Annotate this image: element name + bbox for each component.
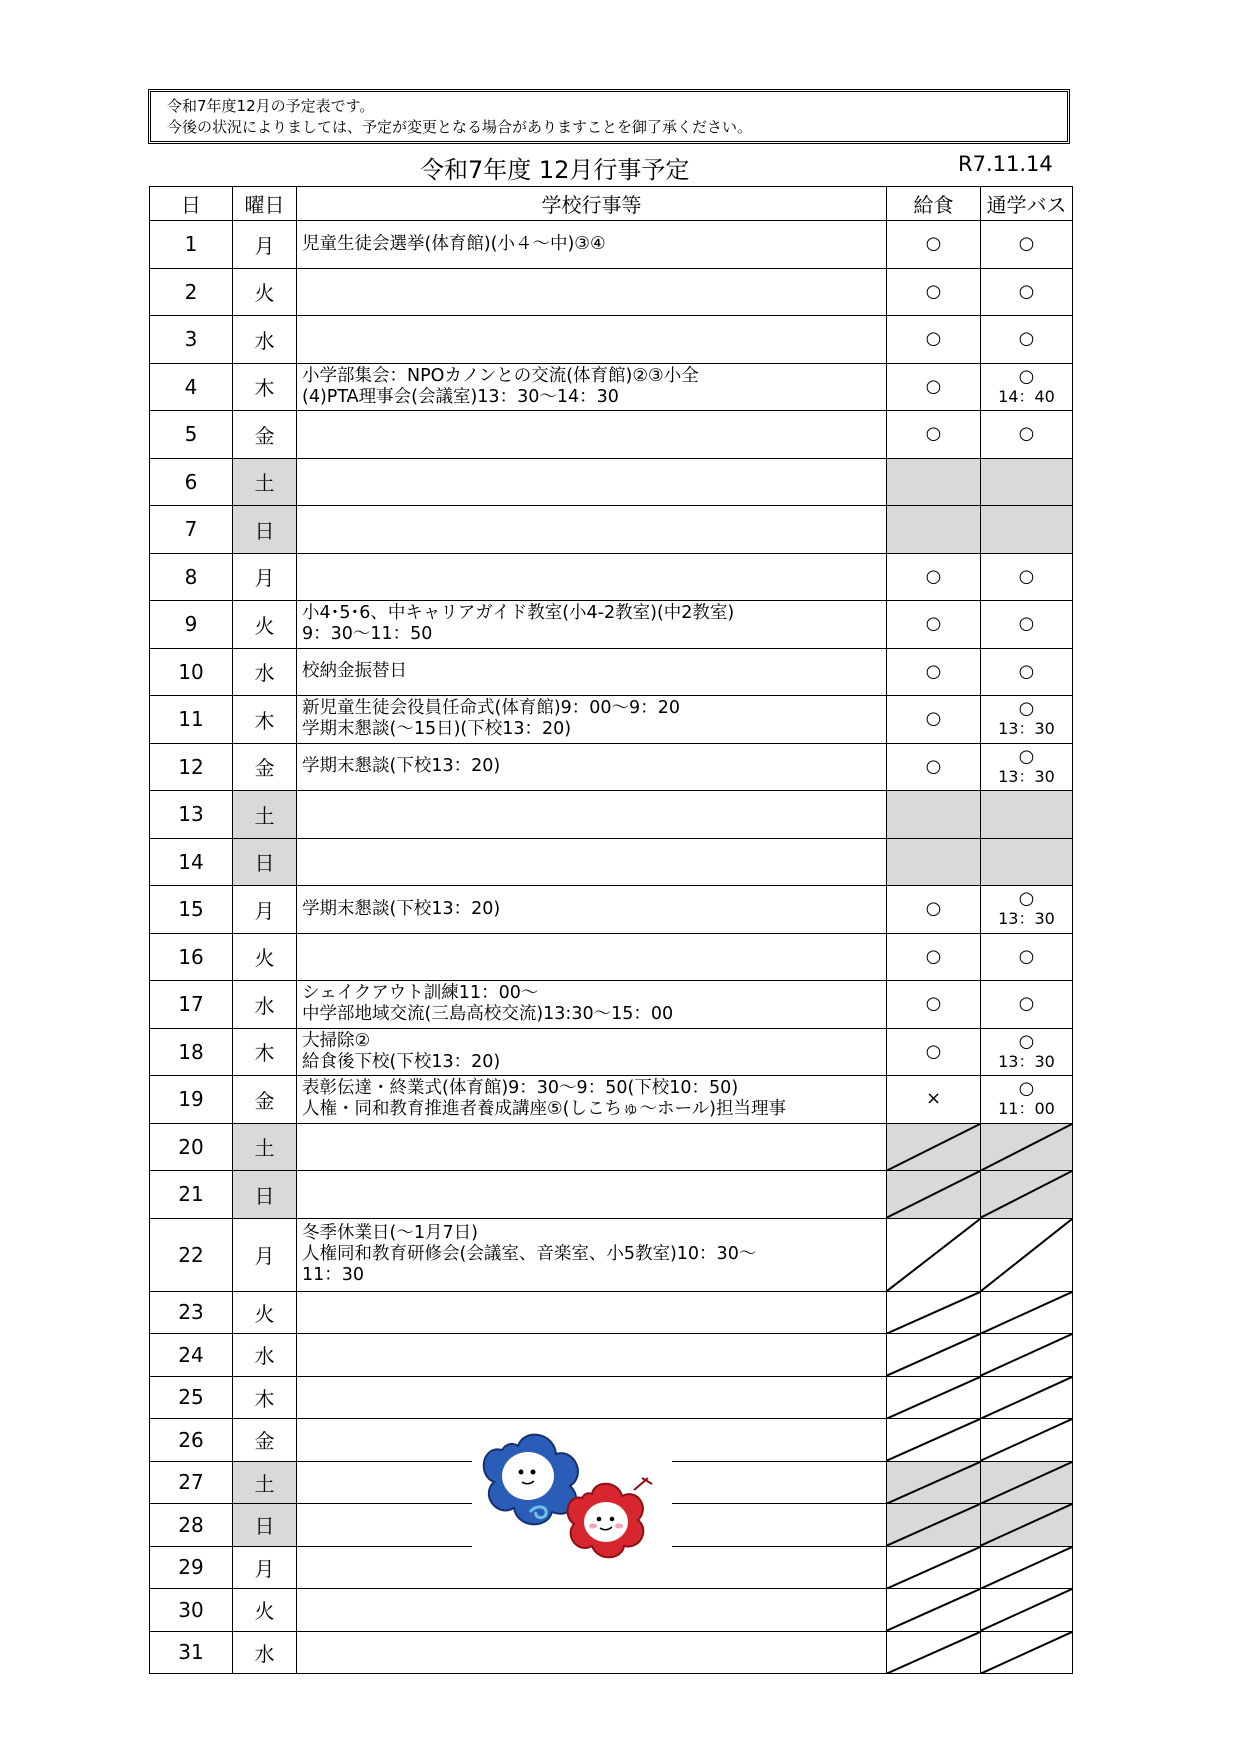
- day-number: 20: [150, 1123, 233, 1171]
- events-cell: [297, 1631, 887, 1674]
- strike-slash-icon: [981, 1124, 1072, 1171]
- weekday-cell: 木: [233, 1376, 297, 1419]
- strike-slash-icon: [981, 1547, 1072, 1589]
- weekday-cell: 土: [233, 1461, 297, 1504]
- table-row: [150, 601, 1073, 649]
- lunch-cell: [887, 1076, 981, 1124]
- weekday-cell: 火: [233, 1589, 297, 1632]
- strike-slash-icon: [887, 1462, 980, 1504]
- lunch-mark: ○: [925, 375, 942, 397]
- bus-time: 13：30: [998, 1051, 1055, 1071]
- events-cell: [297, 791, 887, 839]
- day-number: 15: [150, 886, 233, 934]
- day-number: 18: [150, 1028, 233, 1076]
- events-cell: [297, 1123, 887, 1171]
- bus-cell: [981, 1218, 1073, 1291]
- event-line: 学期末懇談(下校13：20): [302, 756, 501, 777]
- bus-mark: ○: [1018, 698, 1035, 720]
- bus-cell: [981, 458, 1073, 506]
- weekday-cell: 土: [233, 1123, 297, 1171]
- lunch-cell: [887, 933, 981, 981]
- header-lunch: 給食: [887, 187, 981, 221]
- table-row: [150, 1123, 1073, 1171]
- header-events: 学校行事等: [297, 187, 887, 221]
- strike-slash-icon: [981, 1377, 1072, 1419]
- events-cell: [297, 696, 887, 744]
- lunch-mark: ○: [925, 233, 942, 255]
- weekday-cell: 金: [233, 1076, 297, 1124]
- day-number: 4: [150, 363, 233, 411]
- lunch-cell: [887, 886, 981, 934]
- weekday-cell: 水: [233, 1631, 297, 1674]
- bus-mark: ○: [1018, 660, 1035, 682]
- events-cell: [297, 601, 887, 649]
- bus-cell: [981, 316, 1073, 364]
- lunch-cell: [887, 506, 981, 554]
- day-number: 5: [150, 411, 233, 459]
- lunch-cell: [887, 648, 981, 696]
- strike-slash-icon: [887, 1219, 980, 1291]
- weekday-cell: 水: [233, 981, 297, 1029]
- strike-slash-icon: [981, 1419, 1072, 1461]
- table-row: [150, 1171, 1073, 1219]
- lunch-cell: [887, 696, 981, 744]
- bus-mark: ○: [1018, 280, 1035, 302]
- notice-line-1: 令和7年度12月の予定表です。: [167, 97, 375, 115]
- bus-mark: ○: [1018, 888, 1035, 910]
- lunch-cell: [887, 743, 981, 791]
- weekday-cell: 日: [233, 506, 297, 554]
- day-number: 14: [150, 838, 233, 886]
- lunch-cell: [887, 1028, 981, 1076]
- weekday-cell: 木: [233, 1028, 297, 1076]
- bus-cell: [981, 1123, 1073, 1171]
- lunch-mark: ○: [925, 993, 942, 1015]
- weekday-cell: 土: [233, 791, 297, 839]
- bus-time: 13：30: [998, 766, 1055, 786]
- table-row: [150, 221, 1073, 269]
- table-row: [150, 1589, 1073, 1632]
- bus-cell: [981, 743, 1073, 791]
- weekday-cell: 日: [233, 1171, 297, 1219]
- table-row: [150, 363, 1073, 411]
- lunch-cell: [887, 791, 981, 839]
- weekday-cell: 火: [233, 933, 297, 981]
- bus-cell: [981, 791, 1073, 839]
- lunch-cell: [887, 1419, 981, 1462]
- weekday-cell: 木: [233, 363, 297, 411]
- table-row: [150, 791, 1073, 839]
- strike-slash-icon: [981, 1219, 1072, 1291]
- bus-cell: [981, 1076, 1073, 1124]
- table-row: [150, 1631, 1073, 1674]
- day-number: 30: [150, 1589, 233, 1632]
- strike-slash-icon: [981, 1171, 1072, 1218]
- weekday-cell: 金: [233, 411, 297, 459]
- bus-mark: ○: [1018, 565, 1035, 587]
- lunch-cell: [887, 1334, 981, 1377]
- lunch-cell: [887, 1291, 981, 1334]
- bus-cell: [981, 1334, 1073, 1377]
- day-number: 27: [150, 1461, 233, 1504]
- lunch-cell: [887, 553, 981, 601]
- lunch-cell: [887, 981, 981, 1029]
- bus-mark: ○: [1018, 993, 1035, 1015]
- day-number: 12: [150, 743, 233, 791]
- strike-slash-icon: [887, 1632, 980, 1674]
- day-number: 2: [150, 268, 233, 316]
- day-number: 9: [150, 601, 233, 649]
- lunch-mark: ○: [925, 1040, 942, 1062]
- event-line: 校納金振替日: [302, 661, 407, 682]
- weekday-cell: 火: [233, 601, 297, 649]
- bus-cell: [981, 696, 1073, 744]
- events-cell: [297, 933, 887, 981]
- strike-slash-icon: [981, 1292, 1072, 1334]
- events-cell: [297, 316, 887, 364]
- day-number: 8: [150, 553, 233, 601]
- events-cell: [297, 743, 887, 791]
- weekday-cell: 月: [233, 221, 297, 269]
- event-line: (4)PTA理事会(会議室)13：30～14：30: [302, 386, 619, 407]
- events-cell: [297, 1334, 887, 1377]
- strike-slash-icon: [887, 1334, 980, 1376]
- bus-cell: [981, 1028, 1073, 1076]
- bus-cell: [981, 506, 1073, 554]
- weekday-cell: 日: [233, 838, 297, 886]
- bus-cell: [981, 1631, 1073, 1674]
- day-number: 11: [150, 696, 233, 744]
- table-row: [150, 1218, 1073, 1291]
- lunch-mark: ○: [925, 280, 942, 302]
- issue-date: R7.11.14: [958, 152, 1053, 176]
- header-weekday: 曜日: [233, 187, 297, 221]
- bus-mark: ○: [1018, 945, 1035, 967]
- page-title: 令和7年度 12月行事予定: [420, 156, 690, 184]
- bus-mark: ○: [1018, 365, 1035, 387]
- lunch-mark: ○: [925, 565, 942, 587]
- strike-slash-icon: [981, 1589, 1072, 1631]
- bus-cell: [981, 838, 1073, 886]
- table-row: [150, 696, 1073, 744]
- lunch-mark: ○: [925, 660, 942, 682]
- events-cell: [297, 1028, 887, 1076]
- events-cell: [297, 648, 887, 696]
- bus-cell: [981, 268, 1073, 316]
- bus-mark: ○: [1018, 745, 1035, 767]
- day-number: 21: [150, 1171, 233, 1219]
- bus-cell: [981, 553, 1073, 601]
- bus-time: 14：40: [998, 386, 1055, 406]
- bus-mark: ○: [1018, 423, 1035, 445]
- events-cell: [297, 268, 887, 316]
- day-number: 25: [150, 1376, 233, 1419]
- event-line: 人権同和教育研修会(会議室、音楽室、小5教室)10：30～: [302, 1244, 757, 1264]
- bus-cell: [981, 1376, 1073, 1419]
- events-cell: [297, 1291, 887, 1334]
- weekday-cell: 金: [233, 743, 297, 791]
- notice-line-2: 今後の状況によりましては、予定が変更となる場合がありますことを御了承ください。: [167, 118, 753, 136]
- strike-slash-icon: [887, 1171, 980, 1218]
- header-row: [150, 187, 1073, 221]
- event-line: 表彰伝達・終業式(体育館)9：30～9：50(下校10：50): [302, 1078, 739, 1099]
- weekday-cell: 月: [233, 886, 297, 934]
- table-row: [150, 553, 1073, 601]
- events-cell: [297, 1171, 887, 1219]
- lunch-cell: [887, 1546, 981, 1589]
- day-number: 3: [150, 316, 233, 364]
- table-row: [150, 648, 1073, 696]
- day-number: 7: [150, 506, 233, 554]
- weekday-cell: 日: [233, 1504, 297, 1547]
- strike-slash-icon: [981, 1632, 1072, 1674]
- table-row: [150, 1291, 1073, 1334]
- events-cell: [297, 363, 887, 411]
- events-cell: [297, 506, 887, 554]
- lunch-mark: ○: [925, 898, 942, 920]
- strike-slash-icon: [887, 1547, 980, 1589]
- strike-slash-icon: [981, 1504, 1072, 1546]
- day-number: 17: [150, 981, 233, 1029]
- bus-cell: [981, 981, 1073, 1029]
- lunch-cell: [887, 1504, 981, 1547]
- bus-cell: [981, 1461, 1073, 1504]
- day-number: 31: [150, 1631, 233, 1674]
- table-row: [150, 743, 1073, 791]
- lunch-cell: [887, 601, 981, 649]
- bus-cell: [981, 1546, 1073, 1589]
- strike-slash-icon: [887, 1589, 980, 1631]
- day-number: 10: [150, 648, 233, 696]
- event-line: 9：30～11：50: [302, 624, 433, 645]
- event-line: 人権・同和教育推進者養成講座⑤(しこちゅ～ホール)担当理事: [302, 1099, 786, 1120]
- bus-cell: [981, 1291, 1073, 1334]
- strike-slash-icon: [981, 1462, 1072, 1504]
- bus-time: 11：00: [998, 1099, 1055, 1119]
- strike-slash-icon: [887, 1419, 980, 1461]
- table-row: [150, 981, 1073, 1029]
- bus-cell: [981, 601, 1073, 649]
- events-cell: [297, 1076, 887, 1124]
- weekday-cell: 水: [233, 316, 297, 364]
- lunch-cell: [887, 316, 981, 364]
- strike-slash-icon: [887, 1292, 980, 1334]
- events-cell: [297, 1376, 887, 1419]
- lunch-mark: ○: [925, 708, 942, 730]
- bus-cell: [981, 1504, 1073, 1547]
- table-row: [150, 838, 1073, 886]
- lunch-cell: [887, 838, 981, 886]
- lunch-cell: [887, 1171, 981, 1219]
- table-row: [150, 1334, 1073, 1377]
- table-row: [150, 1076, 1073, 1124]
- day-number: 22: [150, 1218, 233, 1291]
- events-cell: [297, 1218, 887, 1291]
- event-line: 学期末懇談(下校13：20): [302, 898, 501, 919]
- table-row: [150, 316, 1073, 364]
- day-number: 16: [150, 933, 233, 981]
- event-line: 新児童生徒会役員任命式(体育館)9：00～9：20: [302, 698, 680, 719]
- lunch-mark: ○: [925, 328, 942, 350]
- bus-cell: [981, 1419, 1073, 1462]
- day-number: 6: [150, 458, 233, 506]
- table-row: [150, 1028, 1073, 1076]
- events-cell: [297, 1589, 887, 1632]
- events-cell: [297, 838, 887, 886]
- events-cell: [297, 221, 887, 269]
- bus-mark: ○: [1018, 1030, 1035, 1052]
- lunch-mark: ×: [925, 1088, 942, 1110]
- event-line: 冬季休業日(～1月7日): [302, 1223, 478, 1243]
- bus-cell: [981, 886, 1073, 934]
- bus-mark: ○: [1018, 1078, 1035, 1100]
- event-line: 給食後下校(下校13：20): [302, 1051, 501, 1072]
- strike-slash-icon: [981, 1334, 1072, 1376]
- day-number: 24: [150, 1334, 233, 1377]
- weekday-cell: 金: [233, 1419, 297, 1462]
- weekday-cell: 月: [233, 1218, 297, 1291]
- mascot-illustration: [472, 1420, 672, 1566]
- table-row: [150, 1376, 1073, 1419]
- event-line: 大掃除②: [302, 1030, 371, 1051]
- lunch-mark: ○: [925, 423, 942, 445]
- weekday-cell: 月: [233, 1546, 297, 1589]
- bus-cell: [981, 648, 1073, 696]
- bus-cell: [981, 363, 1073, 411]
- day-number: 1: [150, 221, 233, 269]
- bus-cell: [981, 1171, 1073, 1219]
- strike-slash-icon: [887, 1377, 980, 1419]
- lunch-cell: [887, 268, 981, 316]
- weekday-cell: 水: [233, 1334, 297, 1377]
- bus-cell: [981, 411, 1073, 459]
- lunch-mark: ○: [925, 945, 942, 967]
- weekday-cell: 木: [233, 696, 297, 744]
- event-line: 小4･5･6、中キャリアガイド教室(小4-2教室)(中2教室): [302, 603, 735, 624]
- lunch-cell: [887, 1376, 981, 1419]
- strike-slash-icon: [887, 1504, 980, 1546]
- red-mascot-icon: [568, 1478, 652, 1557]
- events-cell: [297, 981, 887, 1029]
- table-row: [150, 268, 1073, 316]
- events-cell: [297, 553, 887, 601]
- event-line: 児童生徒会選挙(体育館)(小４～中)③④: [302, 233, 606, 254]
- bus-mark: ○: [1018, 328, 1035, 350]
- notice-box: [148, 89, 1070, 144]
- lunch-cell: [887, 363, 981, 411]
- weekday-cell: 火: [233, 268, 297, 316]
- weekday-cell: 火: [233, 1291, 297, 1334]
- bus-cell: [981, 1589, 1073, 1632]
- event-line: シェイクアウト訓練11：00～: [302, 983, 539, 1004]
- lunch-mark: ○: [925, 613, 942, 635]
- lunch-cell: [887, 1123, 981, 1171]
- weekday-cell: 水: [233, 648, 297, 696]
- table-row: [150, 411, 1073, 459]
- bus-time: 13：30: [998, 719, 1055, 739]
- lunch-mark: ○: [925, 755, 942, 777]
- table-row: [150, 458, 1073, 506]
- event-line: 中学部地域交流(三島高校交流)13:30～15：00: [302, 1004, 674, 1025]
- bus-cell: [981, 221, 1073, 269]
- bus-cell: [981, 933, 1073, 981]
- lunch-cell: [887, 458, 981, 506]
- day-number: 19: [150, 1076, 233, 1124]
- lunch-cell: [887, 411, 981, 459]
- event-line: 小学部集会：NPOカノンとの交流(体育館)②③小全: [302, 365, 699, 386]
- day-number: 26: [150, 1419, 233, 1462]
- lunch-cell: [887, 221, 981, 269]
- header-bus: 通学バス: [981, 187, 1073, 221]
- events-cell: [297, 411, 887, 459]
- lunch-cell: [887, 1589, 981, 1632]
- bus-mark: ○: [1018, 233, 1035, 255]
- table-row: [150, 506, 1073, 554]
- event-line: 学期末懇談(～15日)(下校13：20): [302, 719, 572, 740]
- event-line: 11：30: [302, 1265, 365, 1285]
- events-cell: [297, 886, 887, 934]
- weekday-cell: 土: [233, 458, 297, 506]
- table-row: [150, 886, 1073, 934]
- weekday-cell: 月: [233, 553, 297, 601]
- bus-time: 13：30: [998, 909, 1055, 929]
- table-row: [150, 933, 1073, 981]
- day-number: 13: [150, 791, 233, 839]
- blue-mascot-icon: [484, 1435, 578, 1525]
- events-cell: [297, 458, 887, 506]
- day-number: 29: [150, 1546, 233, 1589]
- lunch-cell: [887, 1461, 981, 1504]
- lunch-cell: [887, 1218, 981, 1291]
- day-number: 23: [150, 1291, 233, 1334]
- bus-mark: ○: [1018, 613, 1035, 635]
- header-day: 日: [150, 187, 233, 221]
- strike-slash-icon: [887, 1124, 980, 1171]
- lunch-cell: [887, 1631, 981, 1674]
- day-number: 28: [150, 1504, 233, 1547]
